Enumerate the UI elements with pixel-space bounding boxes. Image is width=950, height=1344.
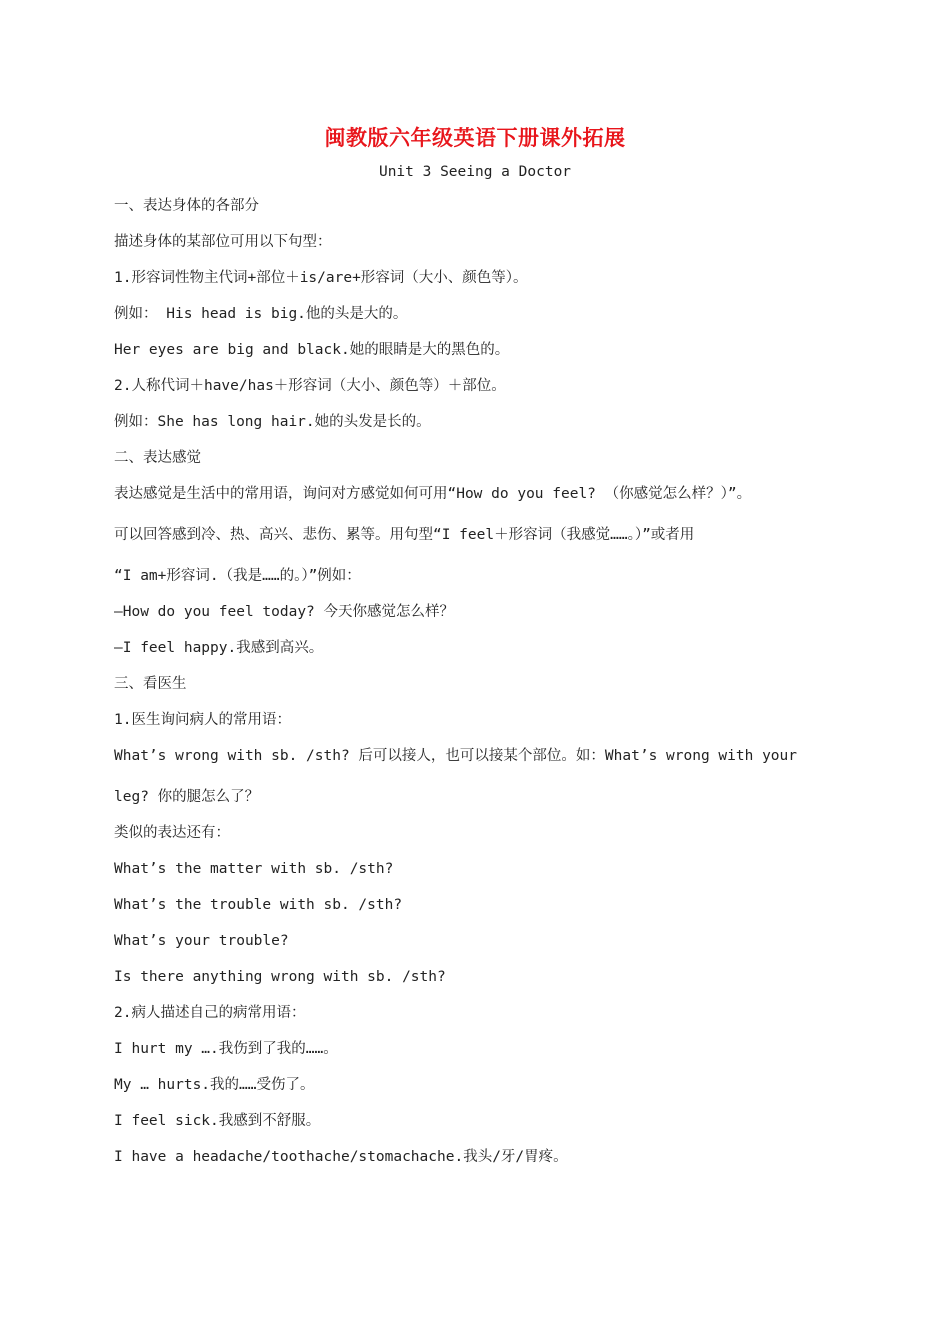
- text-line: 可以回答感到冷、热、高兴、悲伤、累等。用句型“I feel＋形容词（我感觉……。）”或者用: [114, 527, 695, 543]
- text-line: 1.形容词性物主代词+部位＋is/are+形容词（大小、颜色等）。: [114, 270, 528, 286]
- text-line: My … hurts.我的……受伤了。: [114, 1077, 315, 1093]
- text-line: 1.医生询问病人的常用语：: [114, 712, 291, 728]
- text-line: 例如： His head is big.他的头是大的。: [114, 306, 408, 322]
- text-line: 类似的表达还有：: [114, 825, 230, 841]
- text-line: 2.病人描述自己的病常用语：: [114, 1005, 306, 1021]
- text-line: Is there anything wrong with sb. /sth?: [114, 969, 446, 985]
- text-line: 表达感觉是生活中的常用语，询问对方感觉如何可用“How do you feel? （你感觉怎么样？）”。: [114, 486, 752, 502]
- section-heading-body-parts: 一、表达身体的各部分: [114, 198, 259, 214]
- text-line: Her eyes are big and black.她的眼睛是大的黑色的。: [114, 342, 510, 358]
- text-line: I feel sick.我感到不舒服。: [114, 1113, 321, 1129]
- text-line: 例如：She has long hair.她的头发是长的。: [114, 414, 431, 430]
- text-line: What’s wrong with sb. /sth? 后可以接人，也可以接某个部位。如：What’s wrong with your: [114, 748, 797, 764]
- text-line: What’s the trouble with sb. /sth?: [114, 897, 403, 913]
- document-body: [114, 196, 854, 1167]
- text-line: I hurt my ….我伤到了我的……。: [114, 1041, 338, 1057]
- section-heading-feelings: 二、表达感觉: [114, 450, 201, 466]
- text-line: —How do you feel today? 今天你感觉怎么样？: [114, 604, 455, 620]
- text-line: I have a headache/toothache/stomachache.我头/牙/胃疼。: [114, 1149, 568, 1165]
- text-line: leg? 你的腿怎么了？: [114, 789, 260, 805]
- document-subtitle: Unit 3 Seeing a Doctor: [378, 164, 572, 180]
- text-line: What’s the matter with sb. /sth?: [114, 861, 394, 877]
- text-line: “I am+形容词.（我是……的。）”例如：: [114, 568, 361, 584]
- section-heading-seeing-doctor: 三、看医生: [114, 676, 187, 692]
- text-line: 2.人称代词＋have/has＋形容词（大小、颜色等）＋部位。: [114, 378, 506, 394]
- document-title: 闽教版六年级英语下册课外拓展: [324, 125, 626, 150]
- text-line: 描述身体的某部位可用以下句型：: [114, 234, 332, 250]
- text-line: What’s your trouble?: [114, 933, 289, 949]
- text-line: —I feel happy.我感到高兴。: [114, 640, 324, 656]
